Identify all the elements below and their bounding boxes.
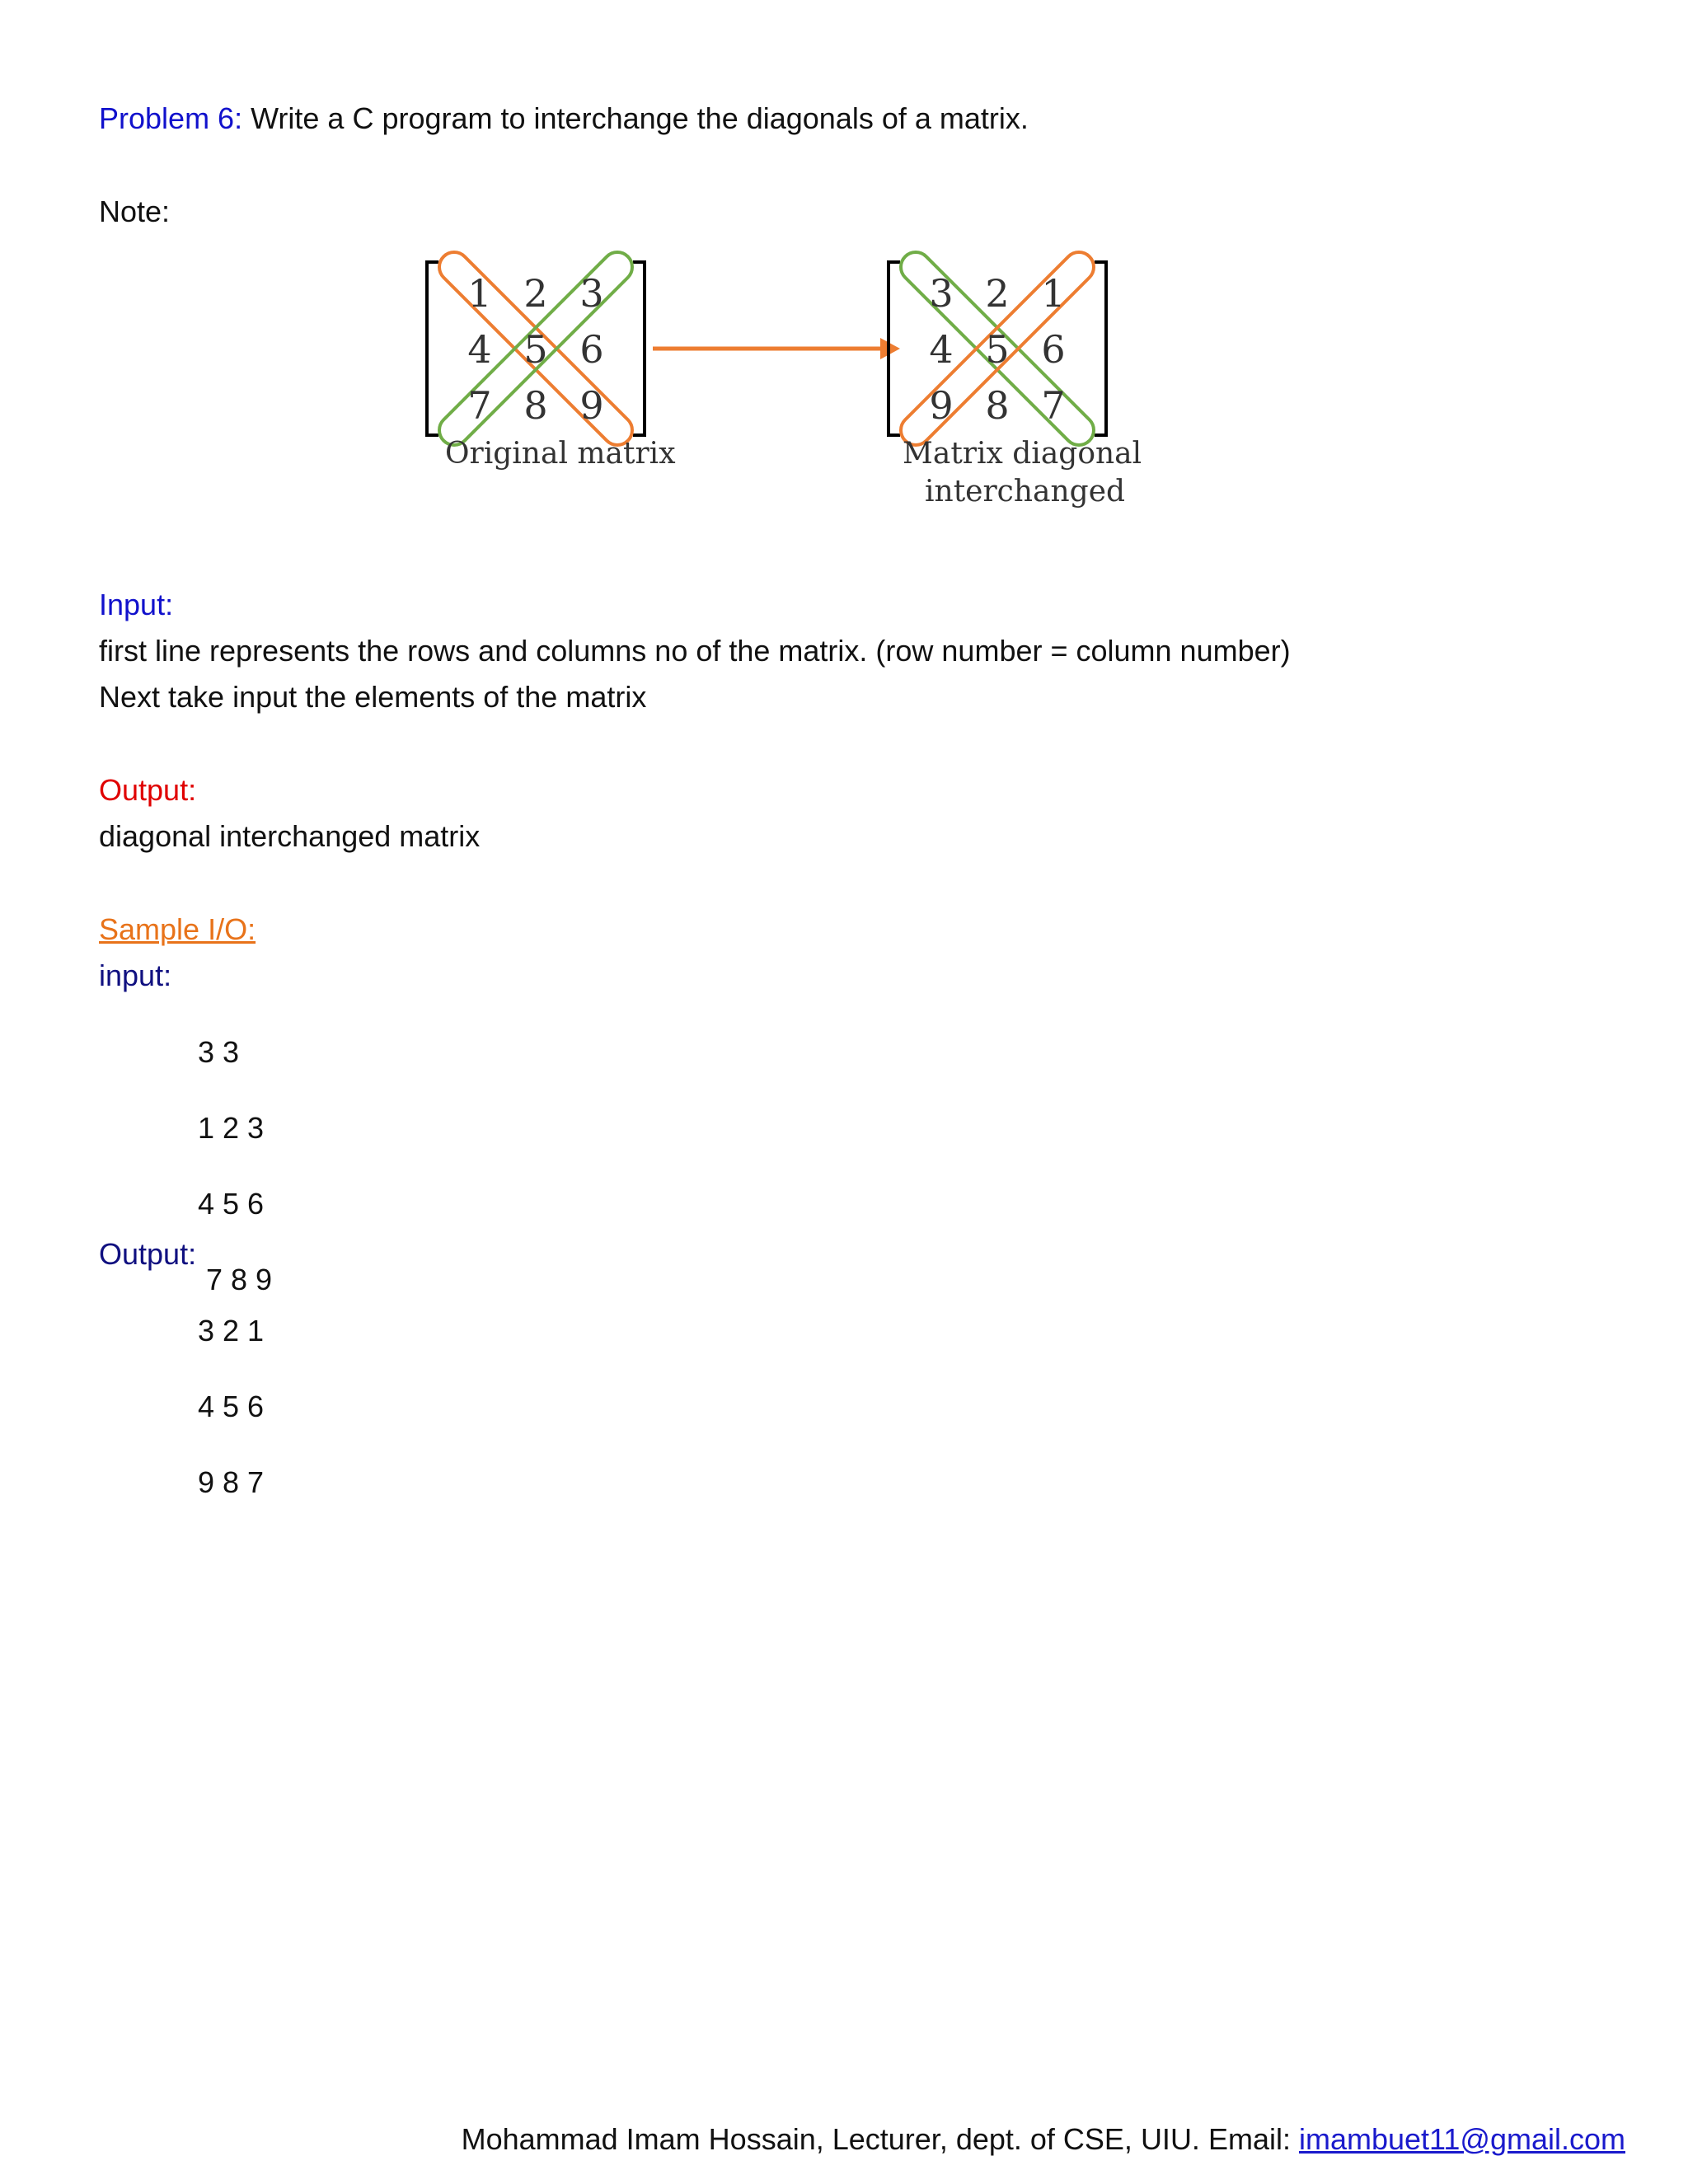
interchanged-matrix-cells (929, 271, 1065, 428)
sample-output-block (198, 1278, 264, 1521)
sample-io-title: Sample I/O: (99, 912, 256, 946)
right-bracket (633, 262, 645, 435)
sample-input-line: 3 3 (198, 1035, 240, 1069)
right-bracket (1095, 262, 1106, 435)
problem-statement (99, 101, 1029, 137)
matrix-cell: 4 (467, 327, 492, 372)
matrix-cell: 6 (579, 327, 604, 372)
footer-author-text: Mohammad Imam Hossain, Lecturer, dept. of CSE, UIU. Email: (461, 2122, 1299, 2156)
footer-email-link[interactable]: imambuet11@gmail.com (1298, 2122, 1625, 2156)
matrix-cell: 5 (523, 327, 548, 372)
matrix-cell: 8 (985, 383, 1010, 428)
sample-output-label: Output: (99, 1237, 197, 1271)
sample-input-label: input: (99, 958, 172, 992)
sample-input-line: 7 8 9 (198, 1263, 273, 1296)
sample-output-line: 9 8 7 (198, 1465, 265, 1499)
interchanged-caption-line1: Matrix diagonal (903, 437, 1142, 471)
sample-input-block (198, 1000, 272, 1318)
matrix-cell: 3 (579, 271, 604, 316)
input-label: Input: (99, 588, 174, 621)
original-matrix-figure (427, 247, 645, 451)
matrix-cell: 1 (467, 271, 492, 316)
input-description-line1: first line represents the rows and columns no of the matrix. (row number = column number) (99, 634, 1291, 668)
output-label: Output: (99, 773, 197, 807)
original-matrix-caption: Original matrix (445, 437, 676, 471)
sample-input-line: 4 5 6 (198, 1187, 265, 1221)
sample-output-line: 3 2 1 (198, 1314, 265, 1347)
footer (462, 2121, 1625, 2158)
note-label: Note: (99, 194, 171, 228)
matrix-cell: 6 (1041, 327, 1066, 372)
matrix-cell: 8 (523, 383, 548, 428)
matrix-cell: 4 (929, 327, 954, 372)
matrix-cell: 2 (523, 271, 548, 316)
interchanged-matrix-figure (889, 247, 1106, 451)
original-matrix-cells (467, 271, 603, 428)
output-description: diagonal interchanged matrix (99, 819, 481, 853)
sample-output-line: 4 5 6 (198, 1390, 265, 1423)
matrix-cell: 7 (1041, 383, 1066, 428)
matrix-cell: 3 (929, 271, 954, 316)
matrix-cell: 2 (985, 271, 1010, 316)
matrix-cell: 9 (929, 383, 954, 428)
problem-label: Problem 6: (99, 101, 243, 135)
matrix-cell: 7 (467, 383, 492, 428)
transform-arrow (653, 338, 900, 359)
sample-input-line: 1 2 3 (198, 1111, 265, 1145)
input-description-line2: Next take input the elements of the matrix (99, 680, 647, 714)
left-bracket (427, 262, 438, 435)
matrix-cell: 9 (579, 383, 604, 428)
problem-text: Write a C program to interchange the diagonals of a matrix. (251, 101, 1029, 135)
matrix-cell: 5 (985, 327, 1010, 372)
interchanged-caption-line2: interchanged (925, 475, 1126, 509)
matrix-cell: 1 (1041, 271, 1066, 316)
